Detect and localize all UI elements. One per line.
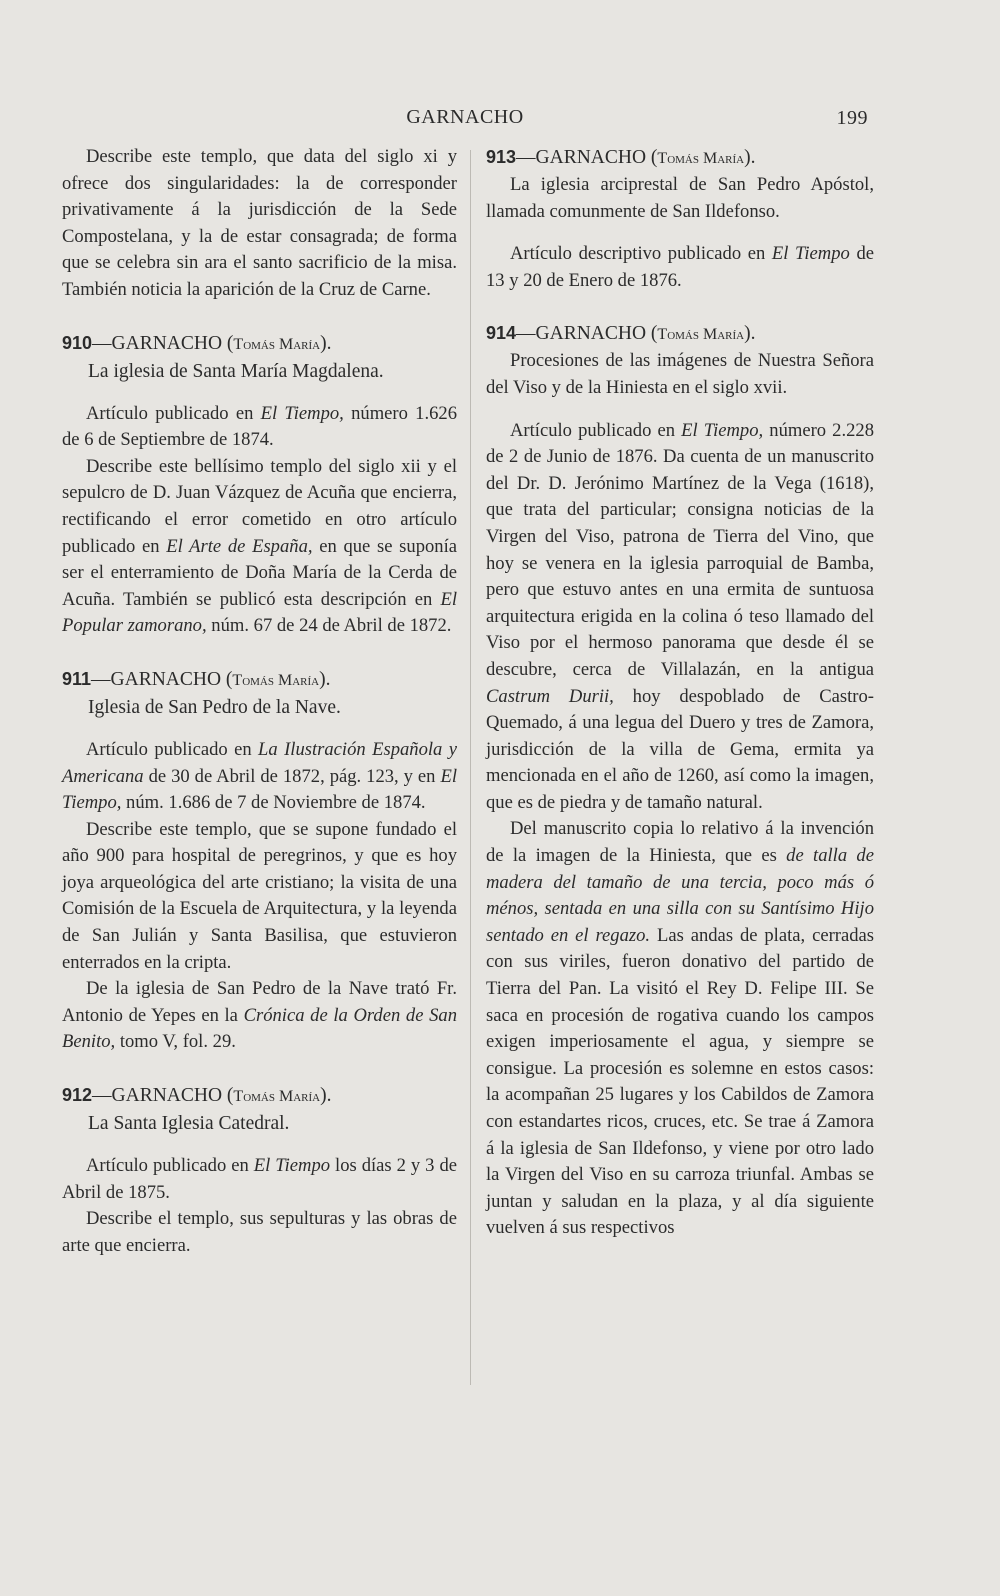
entry-914-publication: Artículo publicado en El Tiempo, número 2.228 de 2 de Junio de 1876. Da cuenta de un manuscrito del Dr. D. Jerónimo Martínez de la Vega (1618), que trata del particular; consigna noticias de la Virgen del Viso, patrona de Tierra del Vino, que hoy se venera en la iglesia parroquial de Bamba, pero que estuvo antes en una ermita de suntuosa arquitectura erigida en la colina ó teso llamado del Viso por el hermoso panorama que desde él se descubre, cerca de Villalazán, en la antigua Castrum Durii, hoy despoblado de Castro-Quemado, á una legua del Duero y tres de Zamora, jurisdicción de la villa de Gema, ermita ya mencionada en el año de 1260, así como la imagen, que es de piedra y de tamaño natural. xyxy=(486,419,875,813)
entry-912-title: La Santa Iglesia Catedral. xyxy=(88,1113,290,1135)
entry-913-publication: Artículo descriptivo publicado en El Tiempo de 13 y 20 de Enero de 1876. xyxy=(486,243,874,291)
entry-number: 913 xyxy=(486,147,517,167)
entry-910-publication: Artículo publicado en El Tiempo, número 1.626 de 6 de Septiembre de 1874. xyxy=(62,402,458,451)
entry-909-continuation: Describe este templo, que data del siglo xi y ofrece dos singularidades: la de corresponder privativamente á la jurisdicción de la Sede Compostelana, y la de estar consagrada; de forma que se celebra sin ara el santo sacrificio de la misa. También noticia la aparición de la Cruz de Carne. xyxy=(62,146,457,300)
entry-number: 910 xyxy=(62,332,93,353)
entry-913-heading: 913—GARNACHO (Tomás María). xyxy=(486,147,756,168)
entry-911-title: Iglesia de San Pedro de la Nave. xyxy=(88,696,341,718)
entry-914-heading: 914—GARNACHO (Tomás María). xyxy=(486,323,756,345)
entry-910-heading: 910—GARNACHO (Tomás María). xyxy=(62,332,332,354)
right-column xyxy=(486,144,874,1242)
entry-914-title: Procesiones de las imágenes de Nuestra Señora del Viso y de la Hiniesta en el siglo xvii. xyxy=(486,350,874,398)
entry-913-title: La iglesia arciprestal de San Pedro Apóstol, llamada comunmente de San Ildefonso. xyxy=(486,174,874,222)
entry-911-description: Describe este templo, que se supone fundado el año 900 para hospital de peregrinos, y que es hoy joya arqueológica del arte cristiano; la visita de una Comisión de la Escuela de Arquitectura, y la leyenda de San Julián y Santa Basilisa, que estuvieron enterrados en la cripta. xyxy=(62,818,457,973)
entry-911-heading: 911—GARNACHO (Tomás María). xyxy=(62,668,331,690)
entry-number: 914 xyxy=(486,323,517,344)
entry-914-manuscript: Del manuscrito copia lo relativo á la invención de la imagen de la Hiniesta, que es de talla de madera del tamaño de una tercia, poco más ó ménos, sentada en una silla con su Santísimo Hijo sentado en el regazo. Las andas de plata, cerradas con sus viriles, fueron donativo del partido de Tierra del Pan. La visitó el Rey D. Felipe III. Se saca en procesión de rogativa cuando los campos exigen imperiosamente el agua, y siempre se consigue. La procesión es solemne en estos casos: la acompañan 25 lugares y los Cabildos de Zamora con estandartes ricos, cruces, etc. Se trae á Zamora á la iglesia de San Ildefonso, y viene por otro lado la Virgen del Viso en su carroza triunfal. Ambas se juntan y saludan en la plaza, y al día siguiente vuelven á sus respectivos xyxy=(486,818,874,1239)
entry-912-description: Describe el templo, sus sepulturas y las obras de arte que encierra. xyxy=(62,1208,457,1256)
entry-number: 912 xyxy=(62,1085,93,1106)
entry-912-heading: 912—GARNACHO (Tomás María). xyxy=(62,1085,332,1107)
entry-912-publication: Artículo publicado en El Tiempo los días 2 y 3 de Abril de 1875. xyxy=(62,1155,458,1203)
entry-910-description: Describe este bellísimo templo del siglo xii y el sepulcro de D. Juan Vázquez de Acuña que encierra, rectificando el error cometido en otro artículo publicado en El Arte de España, en que se suponía ser el enterramiento de Doña María de la Cerda de Acuña. También se publicó esta descripción en El Popular zamorano, núm. 67 de 24 de Abril de 1872. xyxy=(62,455,458,637)
left-column xyxy=(62,144,457,1259)
running-title: GARNACHO xyxy=(406,106,524,128)
entry-910-title: La iglesia de Santa María Magdalena. xyxy=(88,360,384,382)
entry-number: 911 xyxy=(62,668,92,689)
column-divider xyxy=(470,150,471,1385)
entry-911-publication: Artículo publicado en La Ilustración Española y Americana de 30 de Abril de 1872, pág. 123, y en El Tiempo, núm. 1.686 de 7 de Noviembre de 1874. xyxy=(62,738,457,814)
entry-911-note: De la iglesia de San Pedro de la Nave trató Fr. Antonio de Yepes en la Crónica de la Orden de San Benito, tomo V, fol. 29. xyxy=(62,978,457,1053)
page-number: 199 xyxy=(836,107,868,129)
